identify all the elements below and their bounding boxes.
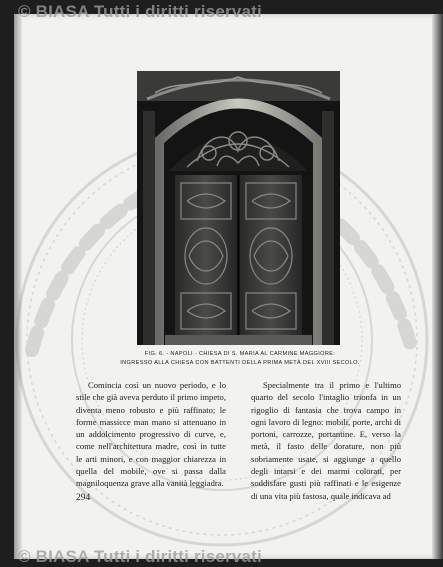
body-text-right-column: Specialmente tra il primo e l'ultimo quarto del secolo l'intaglio trionfa in un rigoglio di fantasia che trova campo in ogni lavoro di legno: mobili, porte, archi di portoni, carrozze, portantine. E, verso la metà, il fasto delle dorature, non più sobriamente usate, si aggiunge a quello degli intarsi e dei marmi colorati, per soddisfare gusti più raffinati e le esigenze di una vita più fastosa, quale indicava ad	[251, 380, 401, 501]
door-illustration	[137, 71, 340, 345]
page-edge-shadow	[432, 14, 443, 559]
copyright-watermark-top: © BIASA Tutti i diritti riservati	[18, 2, 262, 21]
page-number: 294	[76, 493, 91, 503]
binding-shadow	[14, 14, 22, 559]
church-door-photograph	[137, 71, 340, 345]
caption-line-1: FIG. 6. - NAPOLI - CHIESA DI S. MARIA AL CARMINE MAGGIORE:	[144, 351, 336, 357]
body-text-left-column: Comincia così un nuovo periodo, e lo stile che già aveva perduto il primo impeto, diventa meno robusto e più raffinato; le forme massicce man mano si attenuano in un addolcimento progressivo di curve, e, come nell'architettura madre, così in tutte le arti minori, e con maggior chiarezza in quella del mobile, ove si passa dalla magniloquenza grave alla vanità leggiadra.	[76, 380, 226, 489]
figure-caption	[80, 350, 400, 368]
caption-line-2: INGRESSO ALLA CHIESA CON BATTENTI DELLA PRIMA METÀ DEL XVIII SECOLO.	[120, 360, 360, 366]
copyright-watermark-bottom: © BIASA Tutti i diritti riservati	[18, 547, 262, 566]
